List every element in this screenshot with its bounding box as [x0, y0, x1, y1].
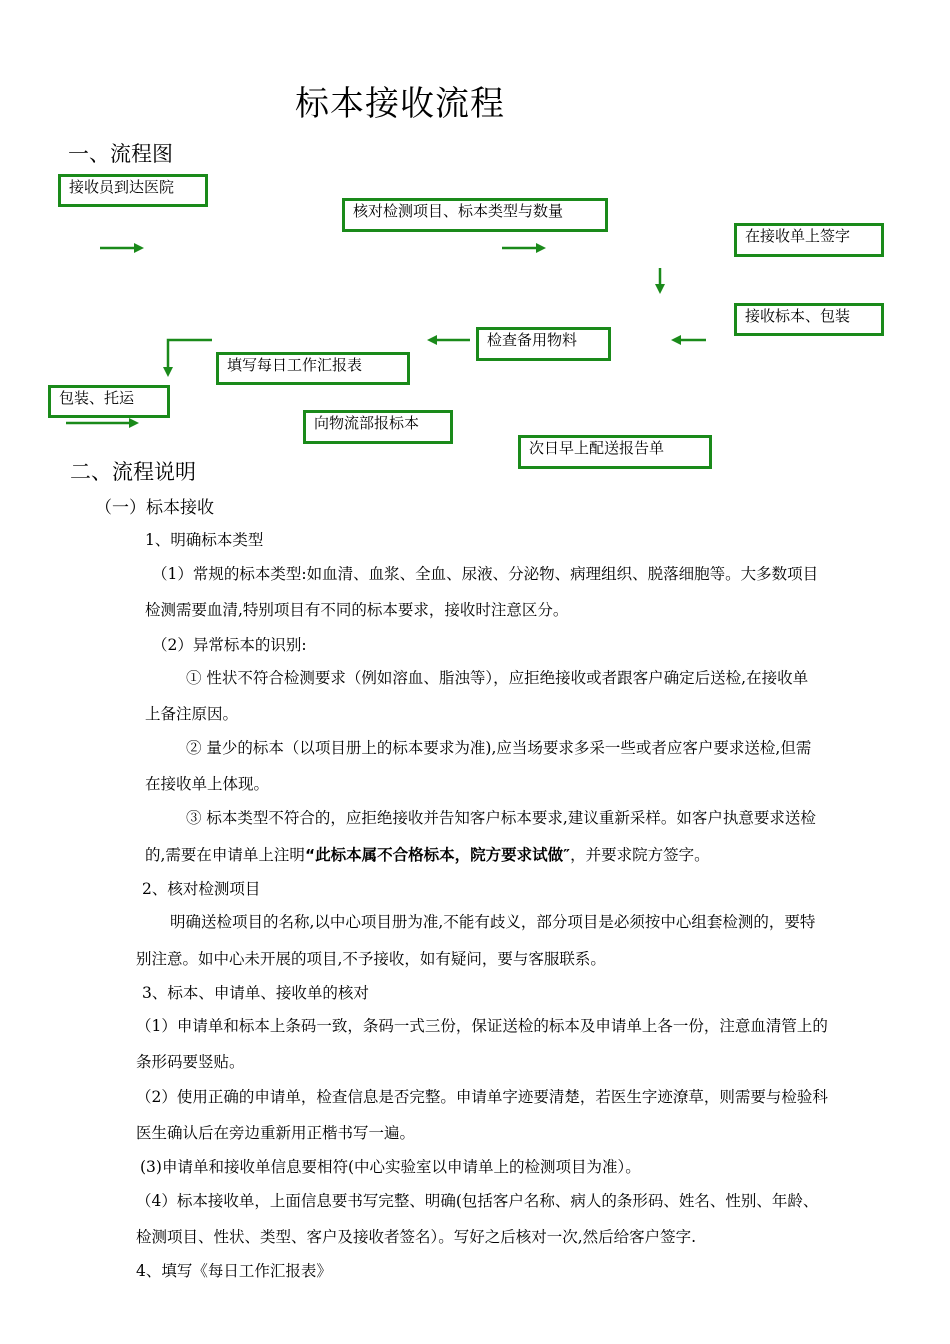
arrow-right-2 — [502, 243, 546, 253]
item1-c1-line1: ① 性状不符合检测要求（例如溶血、脂浊等），应拒绝接收或者跟客户确定后送检,在接收单 — [186, 669, 809, 687]
item3-p1-line1: （1）申请单和标本上条码一致，条码一式三份，保证送检的标本及申请单上各一份，注意血清管上的 — [136, 1017, 828, 1035]
item1-c3-line2 — [145, 845, 710, 865]
arrow-left-2 — [427, 335, 470, 345]
item3-p2-line1: （2）使用正确的申请单，检查信息是否完整。申请单字迹要清楚，若医生字迹潦草，则需要与检验科 — [136, 1088, 828, 1106]
item1-c3-emphasis: “此标本属不合格标本，院方要求试做″ — [304, 846, 571, 864]
subsection-heading-receive: （一）标本接收 — [95, 498, 214, 518]
item1-heading: 1、明确标本类型 — [145, 531, 264, 549]
flow-box-deliver-report: 次日早上配送报告单 — [518, 435, 712, 469]
arrow-down-1 — [655, 268, 665, 294]
item4-heading: 4、填写《每日工作汇报表》 — [136, 1262, 332, 1280]
flow-box-daily-report: 填写每日工作汇报表 — [216, 352, 410, 385]
arrow-elbow-down — [163, 340, 212, 377]
flow-box-report-logistics: 向物流部报标本 — [303, 410, 453, 444]
item3-p2-line2: 医生确认后在旁边重新用正楷书写一遍。 — [136, 1124, 416, 1142]
flow-box-verify-items: 核对检测项目、标本类型与数量 — [342, 198, 608, 232]
section-heading-flowchart: 一、流程图 — [68, 142, 173, 166]
item3-p4-line1: （4）标本接收单，上面信息要书写完整、明确(包括客户名称、病人的条形码、姓名、性别、年龄、 — [136, 1192, 819, 1210]
item1-c1-line2: 上备注原因。 — [145, 705, 239, 723]
item3-p4-line2: 检测项目、性状、类型、客户及接收者签名）。写好之后核对一次,然后给客户签字. — [136, 1228, 697, 1246]
item1-c2-line1: ② 量少的标本（以项目册上的标本要求为准),应当场要求多采一些或者应客户要求送检,但需 — [186, 739, 812, 757]
item2-line1: 明确送检项目的名称,以中心项目册为准,不能有歧义，部分项目是必须按中心组套检测的，要特 — [170, 913, 816, 931]
item1-p1-line2: 检测需要血清,特别项目有不同的标本要求，接收时注意区分。 — [145, 601, 569, 619]
flow-box-receive-pack: 接收标本、包装 — [734, 303, 884, 336]
item1-p2: （2）异常标本的识别: — [152, 636, 307, 654]
arrow-left-1 — [671, 335, 706, 345]
flow-box-check-supplies: 检查备用物料 — [476, 327, 611, 361]
flow-box-arrive-hospital: 接收员到达医院 — [58, 174, 208, 207]
item2-line2: 别注意。如中心未开展的项目,不予接收，如有疑问，要与客服联系。 — [136, 950, 606, 968]
arrow-right-1 — [100, 243, 144, 253]
item1-c2-line2: 在接收单上体现。 — [145, 775, 270, 793]
page-title: 标本接收流程 — [295, 84, 505, 124]
flow-box-pack-ship: 包装、托运 — [48, 385, 170, 418]
item3-heading: 3、标本、申请单、接收单的核对 — [142, 984, 369, 1002]
item1-c3-text-c: ，并要求院方签字。 — [570, 846, 710, 864]
arrow-right-3 — [66, 418, 139, 428]
section-heading-description: 二、流程说明 — [70, 460, 196, 484]
item1-p1-line1: （1）常规的标本类型:如血清、血浆、全血、尿液、分泌物、病理组织、脱落细胞等。大多数项目 — [152, 565, 819, 583]
item1-c3-text-a: 的,需要在申请单上注明 — [145, 846, 305, 864]
flowchart-arrows — [0, 0, 950, 470]
flow-box-sign-receipt: 在接收单上签字 — [734, 223, 884, 257]
item3-p1-line2: 条形码要竖贴。 — [136, 1053, 245, 1071]
item3-p3: (3)申请单和接收单信息要相符(中心实验室以申请单上的检测项目为准）。 — [140, 1158, 641, 1176]
item1-c3-line1: ③ 标本类型不符合的，应拒绝接收并告知客户标本要求,建议重新采样。如客户执意要求送检 — [186, 809, 816, 827]
item2-heading: 2、核对检测项目 — [142, 880, 261, 898]
